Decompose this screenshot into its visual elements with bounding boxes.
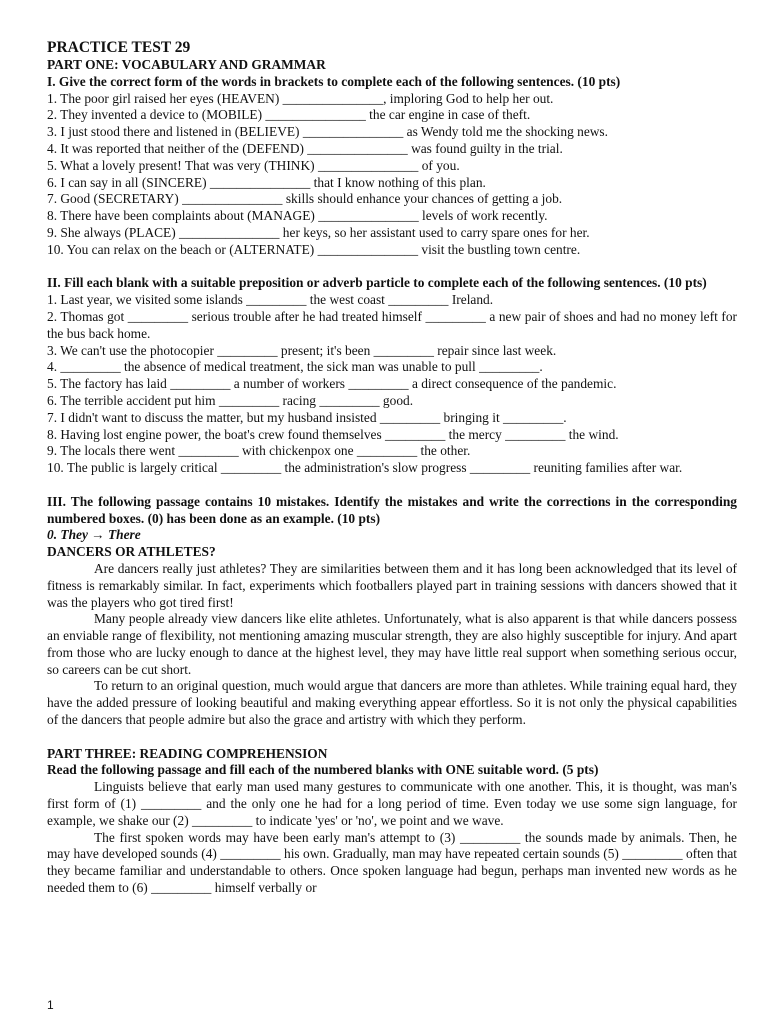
section2-item: 5. The factory has laid _________ a number of workers _________ a direct consequence of the pandemic.	[47, 376, 617, 392]
section1-item: 4. It was reported that neither of the (DEFEND) _______________ was found guilty in the trial.	[47, 140, 563, 156]
section3-instruction: III. The following passage contains 10 mistakes. Identify the mistakes and write the corrections in the corresponding numbered boxes. (0) has been done as an example. (10 pts)	[47, 493, 737, 526]
part-one-heading: PART ONE: VOCABULARY AND GRAMMAR	[47, 57, 326, 72]
spacer	[47, 259, 737, 276]
section1-item: 1. The poor girl raised her eyes (HEAVEN) _______________, imploring God to help her out.	[47, 90, 554, 106]
passage-paragraph: Are dancers really just athletes? They are similarities between them and it has long been acknowledged that its level of fitness is remarkably similar. In fact, experiments which footballers played part in training sessions with dancers showed that it was the players who got tired first!	[47, 560, 737, 610]
passage-heading: DANCERS OR ATHLETES?	[47, 544, 216, 560]
passage-paragraph: To return to an original question, much would argue that dancers are more than athletes. While training equal hard, they have the added pressure of looking beautiful and making everything appear effortless. So it is not only the physical capabilities of the dancers that people admire but also the grace and artistry with which they perform.	[47, 678, 737, 728]
section1-item: 5. What a lovely present! That was very (THINK) _______________ of you.	[47, 157, 460, 173]
spacer	[47, 477, 737, 494]
section1-item: 9. She always (PLACE) _______________ her keys, so her assistant used to carry spare ones for her.	[47, 224, 590, 240]
section1-item: 6. I can say in all (SINCERE) _______________ that I know nothing of this plan.	[47, 174, 486, 190]
section1-item: 2. They invented a device to (MOBILE) _______________ the car engine in case of theft.	[47, 107, 531, 123]
section2-instruction: II. Fill each blank with a suitable preposition or adverb particle to complete each of the following sentences. (10 pts)	[47, 275, 707, 291]
section2-item: 10. The public is largely critical _________ the administration's slow progress _________ reuniting families after war.	[47, 460, 683, 476]
reading-paragraph: The first spoken words may have been early man's attempt to (3) _________ the sounds made by animals. Then, he may have developed sounds (4) _________ his own. Gradually, man may have repeated certain sounds (5) _________ often that they became familiar and understandable to others. Once spoken language had begun, perhaps man invented new words as he needed them to (6) _________ himself verbally or	[47, 829, 737, 896]
section2-item: 1. Last year, we visited some islands _________ the west coast _________ Ireland.	[47, 292, 494, 308]
section2-item: 9. The locals there went _________ with chickenpox one _________ the other.	[47, 443, 471, 459]
section1-item: 7. Good (SECRETARY) _______________ skills should enhance your chances of getting a job.	[47, 191, 563, 207]
section1-item: 10. You can relax on the beach or (ALTERNATE) _______________ visit the bustling town centre.	[47, 241, 581, 257]
spacer	[47, 729, 737, 746]
section2-item: 8. Having lost engine power, the boat's crew found themselves _________ the mercy _________ the wind.	[47, 426, 619, 442]
page-title: PRACTICE TEST 29	[47, 39, 191, 56]
section1-item: 8. There have been complaints about (MANAGE) _______________ levels of work recently.	[47, 208, 548, 224]
section2-item: 7. I didn't want to discuss the matter, but my husband insisted _________ bringing it _________.	[47, 409, 567, 425]
section2-item: 2. Thomas got _________ serious trouble after he had treated himself _________ a new pair of shoes and had no money left for the bus back home.	[47, 308, 737, 341]
section3-example: 0. They → There	[47, 527, 141, 543]
part-three-instruction: Read the following passage and fill each of the numbered blanks with ONE suitable word. (5 pts)	[47, 762, 599, 778]
section2-item: 3. We can't use the photocopier _________ present; it's been _________ repair since last week.	[47, 342, 557, 358]
page-number: 1	[47, 998, 54, 1012]
section1-item: 3. I just stood there and listened in (BELIEVE) _______________ as Wendy told me the shocking news.	[47, 124, 608, 140]
section2-item: 4. _________ the absence of medical treatment, the sick man was unable to pull _________.	[47, 359, 543, 375]
part-three-heading: PART THREE: READING COMPREHENSION	[47, 745, 328, 761]
section2-item: 6. The terrible accident put him _________ racing _________ good.	[47, 392, 414, 408]
section1-instruction: I. Give the correct form of the words in brackets to complete each of the following sentences. (10 pts)	[47, 73, 621, 89]
passage-paragraph: Many people already view dancers like elite athletes. Unfortunately, what is also apparent is that while dancers possess an enviable range of flexibility, not mentioning amazing muscular strength, they are also highly susceptible for injury. And apart from those who are lucky enough to dance at the highest level, they may have little real support when something serious occur, so careers can be cut short.	[47, 611, 737, 677]
reading-paragraph: Linguists believe that early man used many gestures to communicate with one another. This, it is thought, was man's first form of (1) _________ and the only one he had for a long period of time. Even today we use some sign language, for example, we shake our (2) _________ to indicate 'yes' or 'no', we point and we wave.	[47, 779, 737, 828]
